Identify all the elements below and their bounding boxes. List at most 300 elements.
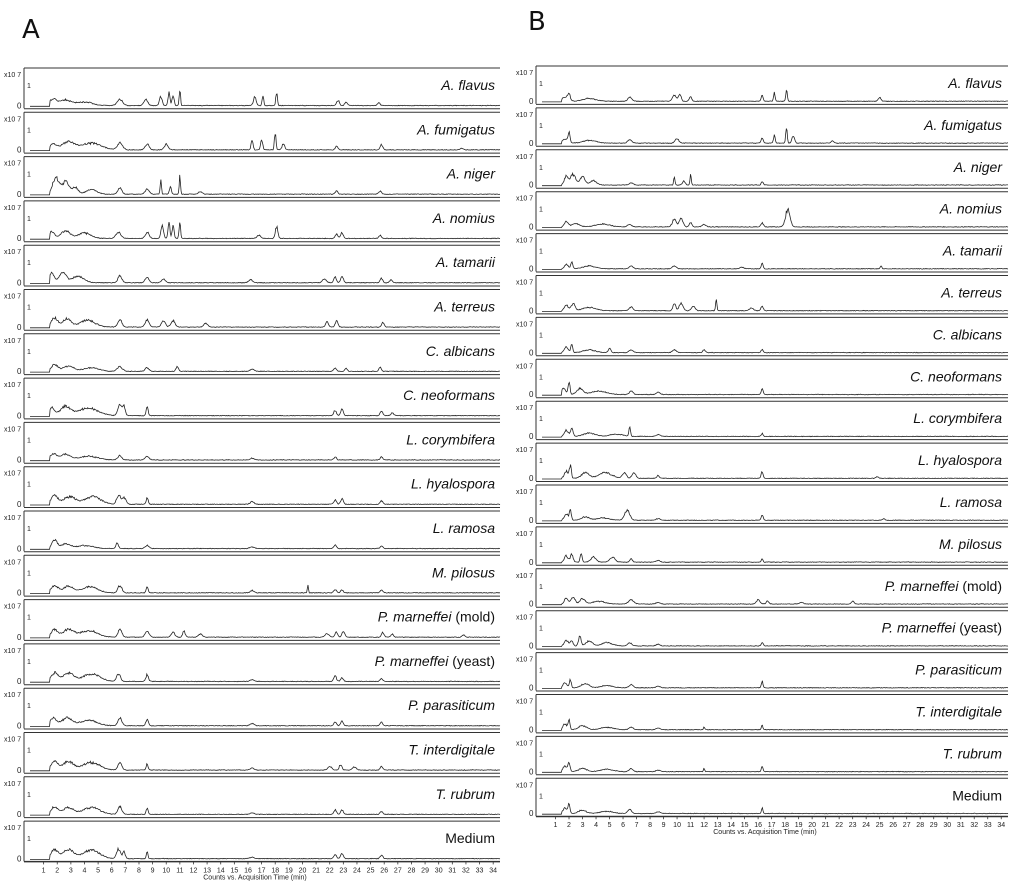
chromatogram-trace <box>30 453 500 460</box>
chromatogram-row <box>4 422 500 464</box>
series-label-italic: L. ramosa <box>432 520 495 536</box>
series-label-italic: A. fumigatus <box>924 116 1002 133</box>
chromatogram-trace <box>542 209 1008 228</box>
series-label <box>403 387 495 403</box>
y-scale-label: x10 7 <box>516 279 534 287</box>
series-label-italic: L. hyalospora <box>410 475 495 492</box>
series-label <box>408 742 495 758</box>
chromatogram-trace <box>30 585 500 594</box>
x-tick-label: 25 <box>875 822 884 830</box>
x-tick-label: 12 <box>189 867 198 875</box>
series-label-italic: P. marneffei <box>881 619 956 636</box>
y-tick-label-1: 1 <box>27 348 31 356</box>
x-tick-label: 33 <box>475 867 484 875</box>
chromatogram-row <box>516 234 1008 274</box>
y-scale-label: x10 7 <box>516 530 534 538</box>
x-tick-label: 19 <box>794 822 803 830</box>
y-scale-label: x10 7 <box>516 111 534 119</box>
y-scale-label: x10 7 <box>516 489 534 496</box>
x-tick-label: 23 <box>339 867 348 875</box>
y-tick-label-1: 1 <box>539 290 543 298</box>
chromatogram-row <box>4 467 500 509</box>
y-tick-label-1: 1 <box>27 437 31 445</box>
chromatogram-trace <box>30 272 500 283</box>
y-tick-label-1: 1 <box>27 481 31 489</box>
chromatogram-row <box>516 317 1008 357</box>
series-label <box>432 210 495 226</box>
chromatogram-row <box>516 108 1008 148</box>
series-label <box>952 787 1002 803</box>
series-label-italic: A. tamarii <box>435 254 495 271</box>
chromatogram-trace <box>30 540 500 550</box>
y-scale-label: x10 7 <box>516 237 534 245</box>
series-label-suffix: Medium <box>952 787 1002 804</box>
x-tick-label: 15 <box>740 822 749 830</box>
panel-b <box>516 7 1008 836</box>
series-label <box>416 121 495 137</box>
series-label <box>406 431 495 447</box>
chromatogram-row <box>516 611 1008 651</box>
x-tick-label: 30 <box>943 822 952 830</box>
y-scale-label: x10 7 <box>4 116 22 124</box>
y-tick-label-1: 1 <box>539 458 543 466</box>
x-tick-label: 14 <box>727 822 735 830</box>
x-tick-label: 27 <box>902 822 911 830</box>
x-tick-label: 11 <box>176 867 184 875</box>
x-tick-label: 29 <box>421 867 429 875</box>
chromatogram-row <box>516 485 1008 525</box>
x-tick-label: 22 <box>835 822 844 830</box>
y-tick-label-1: 1 <box>539 751 543 759</box>
x-tick-label: 23 <box>848 822 857 830</box>
chromatogram-row <box>516 695 1008 735</box>
y-tick-label-1: 1 <box>27 747 31 755</box>
chromatogram-trace <box>542 427 1008 437</box>
series-label <box>947 75 1002 91</box>
y-tick-label-0: 0 <box>529 222 534 232</box>
y-tick-label-1: 1 <box>539 416 543 424</box>
x-tick-label: 31 <box>956 822 965 830</box>
x-tick-label: 2 <box>55 867 60 875</box>
series-label-italic: A. flavus <box>441 77 495 93</box>
y-tick-label-1: 1 <box>27 304 31 312</box>
y-scale-label: x10 7 <box>516 782 534 790</box>
x-tick-label: 15 <box>230 867 239 875</box>
y-tick-label-0: 0 <box>17 411 22 421</box>
y-tick-label-1: 1 <box>27 791 31 799</box>
y-scale-label: x10 7 <box>4 825 22 833</box>
x-tick-label: 25 <box>366 867 375 875</box>
chromatogram-row <box>4 644 500 686</box>
chromatogram-row <box>4 511 500 553</box>
y-tick-label-1: 1 <box>27 127 31 135</box>
series-label-italic: A. terreus <box>941 284 1002 301</box>
x-tick-label: 32 <box>970 822 979 830</box>
x-tick-label: 24 <box>862 822 871 830</box>
series-label <box>939 536 1002 552</box>
chromatogram-row <box>4 157 500 199</box>
y-scale-label: x10 7 <box>4 426 22 434</box>
chromatogram-trace <box>30 672 500 683</box>
series-label <box>885 578 1002 594</box>
y-scale-label: x10 7 <box>516 698 534 706</box>
series-label <box>440 77 495 93</box>
y-scale-label: x10 7 <box>516 572 534 580</box>
chromatogram-trace <box>30 629 500 638</box>
x-tick-label: 12 <box>700 822 708 830</box>
series-label <box>942 243 1003 259</box>
chromatogram-row <box>4 201 500 243</box>
x-tick-label: 5 <box>96 867 101 875</box>
chromatogram-row <box>516 736 1008 776</box>
chromatogram-row <box>516 359 1008 399</box>
series-label-italic: A. flavus <box>948 75 1002 91</box>
x-tick-label: 14 <box>216 867 225 875</box>
y-tick-label-1: 1 <box>539 206 543 214</box>
series-label-suffix: (mold) <box>958 577 1002 594</box>
y-tick-label-1: 1 <box>27 171 31 179</box>
chromatogram-trace <box>30 92 500 107</box>
x-tick-label: 4 <box>82 867 87 875</box>
x-tick-label: 8 <box>648 822 653 830</box>
series-label <box>939 201 1002 217</box>
series-label <box>426 343 495 359</box>
chromatogram-trace <box>542 173 1008 185</box>
y-scale-label: x10 7 <box>516 447 534 455</box>
y-scale-label: x10 7 <box>4 337 22 345</box>
y-tick-label-1: 1 <box>27 703 31 711</box>
x-tick-label: 32 <box>462 867 470 875</box>
series-label-italic: T. rubrum <box>942 745 1002 762</box>
x-tick-label: 2 <box>567 822 571 830</box>
y-tick-label-0: 0 <box>529 96 534 106</box>
x-tick-label: 21 <box>821 822 830 830</box>
y-scale-label: x10 7 <box>4 647 22 655</box>
y-tick-label-0: 0 <box>529 264 534 274</box>
series-label <box>915 662 1002 678</box>
y-tick-label-1: 1 <box>539 667 543 675</box>
chromatogram-trace <box>30 806 500 815</box>
series-label <box>943 745 1003 761</box>
y-tick-label-1: 1 <box>27 614 31 622</box>
x-axis-label: Counts vs. Acquisition Time (min) <box>713 829 817 837</box>
y-tick-label-0: 0 <box>529 138 534 148</box>
x-tick-label: 9 <box>150 867 155 875</box>
x-tick-label: 29 <box>929 822 938 830</box>
chromatogram-trace <box>542 300 1008 312</box>
x-tick-label: 22 <box>325 867 334 875</box>
x-tick-label: 10 <box>673 822 681 830</box>
series-label-italic: L. ramosa <box>939 494 1002 510</box>
chromatogram-trace <box>30 717 500 727</box>
series-label-italic: A. niger <box>446 165 495 182</box>
x-tick-label: 3 <box>68 867 73 875</box>
y-tick-label-0: 0 <box>17 854 22 864</box>
chromatogram-row <box>4 821 500 863</box>
x-tick-label: 31 <box>448 867 457 875</box>
y-scale-label: x10 7 <box>516 405 534 413</box>
y-scale-label: x10 7 <box>4 293 22 301</box>
chromatogram-row <box>516 192 1008 232</box>
y-scale-label: x10 7 <box>4 382 22 390</box>
y-scale-label: x10 7 <box>516 70 534 77</box>
y-tick-label-1: 1 <box>539 332 543 340</box>
x-tick-label: 24 <box>353 867 361 875</box>
y-tick-label-0: 0 <box>529 390 534 400</box>
x-tick-label: 5 <box>607 822 612 830</box>
y-tick-label-0: 0 <box>529 180 534 190</box>
chromatogram-trace <box>542 679 1008 688</box>
y-tick-label-0: 0 <box>529 515 534 525</box>
chromatogram-trace <box>30 364 500 372</box>
series-label-suffix: (mold) <box>451 608 495 625</box>
chromatogram-trace <box>542 804 1008 815</box>
x-tick-label: 26 <box>380 867 389 875</box>
chromatogram-row <box>4 688 500 730</box>
x-tick-label: 7 <box>123 867 128 875</box>
series-label-italic: A. niger <box>953 158 1002 175</box>
series-label-italic: M. pilosus <box>938 535 1002 552</box>
series-label-italic: P. marneffei <box>377 608 452 625</box>
series-label-italic: M. pilosus <box>431 564 495 581</box>
x-tick-label: 4 <box>594 822 598 830</box>
series-label <box>446 166 497 182</box>
chromatogram-trace <box>30 175 500 195</box>
series-label <box>408 697 495 713</box>
x-tick-label: 20 <box>808 822 817 830</box>
series-label-suffix: Medium <box>445 830 495 847</box>
chromatogram-row <box>516 653 1008 693</box>
chromatogram-row <box>516 778 1008 818</box>
y-tick-label-0: 0 <box>17 278 22 288</box>
y-tick-label-0: 0 <box>529 557 534 567</box>
y-tick-label-0: 0 <box>17 234 22 244</box>
chromatogram-row <box>4 600 500 642</box>
y-tick-label-0: 0 <box>17 189 22 199</box>
chromatogram-row <box>516 66 1008 106</box>
x-tick-label: 13 <box>203 867 211 875</box>
y-tick-label-1: 1 <box>27 83 31 90</box>
series-label-italic: C. neoformans <box>403 387 495 404</box>
y-scale-label: x10 7 <box>4 603 22 611</box>
y-tick-label-0: 0 <box>529 474 534 483</box>
series-label-italic: L. corymbifera <box>913 410 1002 427</box>
y-tick-label-0: 0 <box>529 432 534 442</box>
series-label-italic: T. interdigitale <box>915 703 1002 720</box>
y-tick-label-1: 1 <box>27 526 31 533</box>
series-label-italic: C. albicans <box>425 342 495 359</box>
x-tick-label: 30 <box>434 867 443 875</box>
y-scale-label: x10 7 <box>516 656 534 664</box>
series-label-italic: P. parasiticum <box>915 661 1002 678</box>
series-label <box>433 520 495 536</box>
y-tick-label-0: 0 <box>17 145 22 155</box>
y-tick-label-0: 0 <box>529 767 534 777</box>
y-tick-label-0: 0 <box>17 500 22 509</box>
chromatogram-trace <box>542 597 1008 604</box>
series-label <box>923 117 1002 133</box>
x-tick-label: 6 <box>621 822 625 830</box>
series-label <box>915 704 1002 720</box>
y-scale-label: x10 7 <box>516 195 534 203</box>
series-label <box>432 564 495 580</box>
series-label-italic: A. nomius <box>939 200 1002 217</box>
series-label-italic: C. neoformans <box>910 368 1002 385</box>
x-tick-label: 18 <box>271 867 280 875</box>
chromatogram-row <box>516 401 1008 441</box>
chromatogram-row <box>4 334 500 376</box>
series-label-italic: A. tamarii <box>942 242 1002 259</box>
x-tick-label: 13 <box>713 822 722 830</box>
series-label <box>918 452 1002 468</box>
series-label-italic: P. parasiticum <box>408 697 495 714</box>
y-scale-label: x10 7 <box>516 614 534 622</box>
chromatogram-row <box>516 443 1008 483</box>
y-scale-label: x10 7 <box>4 780 22 788</box>
chromatogram-trace <box>542 383 1008 396</box>
x-tick-label: 33 <box>983 822 992 830</box>
y-tick-label-1: 1 <box>539 500 543 507</box>
y-tick-label-0: 0 <box>529 809 534 819</box>
series-label <box>953 159 1004 175</box>
y-tick-label-0: 0 <box>17 677 22 687</box>
x-tick-label: 21 <box>312 867 320 875</box>
series-label <box>436 786 496 802</box>
series-label-italic: L. hyalospora <box>917 452 1002 469</box>
y-tick-label-1: 1 <box>539 793 543 801</box>
y-scale-label: x10 7 <box>516 740 534 748</box>
y-tick-label-1: 1 <box>539 625 543 633</box>
x-tick-label: 27 <box>393 867 402 875</box>
y-scale-label: x10 7 <box>4 692 22 700</box>
y-tick-label-1: 1 <box>539 81 543 88</box>
x-tick-label: 18 <box>781 822 790 830</box>
y-tick-label-0: 0 <box>17 721 22 731</box>
chromatogram-row <box>516 150 1008 190</box>
chromatogram-row <box>516 276 1008 316</box>
y-scale-label: x10 7 <box>4 204 22 212</box>
y-scale-label: x10 7 <box>4 160 22 168</box>
series-label <box>411 476 495 492</box>
series-label-italic: P. marneffei <box>374 652 449 669</box>
x-tick-label: 8 <box>137 867 141 875</box>
y-tick-label-1: 1 <box>27 658 31 666</box>
chromatogram-row <box>4 112 500 154</box>
series-label-suffix: (yeast) <box>955 619 1002 636</box>
y-scale-label: x10 7 <box>4 249 22 257</box>
y-tick-label-0: 0 <box>529 725 534 735</box>
x-tick-label: 1 <box>41 867 46 875</box>
x-tick-label: 11 <box>686 822 695 830</box>
series-label <box>378 609 495 625</box>
y-scale-label: x10 7 <box>4 470 22 478</box>
y-tick-label-1: 1 <box>27 260 31 268</box>
y-tick-label-0: 0 <box>17 367 22 377</box>
x-tick-label: 3 <box>580 822 585 830</box>
y-tick-label-0: 0 <box>17 544 22 554</box>
y-tick-label-1: 1 <box>539 541 543 549</box>
chromatogram-trace <box>30 404 500 416</box>
x-tick-label: 10 <box>162 867 171 875</box>
chromatogram-row <box>4 733 500 775</box>
chromatogram-trace <box>542 262 1008 270</box>
y-tick-label-0: 0 <box>529 306 534 316</box>
series-label <box>433 299 495 315</box>
x-tick-label: 34 <box>997 822 1006 830</box>
y-tick-label-0: 0 <box>17 588 22 598</box>
chromatogram-row <box>4 777 500 819</box>
panel-label: A <box>22 15 40 45</box>
y-tick-label-0: 0 <box>17 632 22 642</box>
chromatogram-row <box>4 555 500 597</box>
y-scale-label: x10 7 <box>4 72 22 79</box>
y-tick-label-1: 1 <box>27 836 31 844</box>
y-scale-label: x10 7 <box>516 321 534 329</box>
chromatogram-trace <box>542 554 1008 563</box>
chromatogram-trace <box>30 495 500 505</box>
y-tick-label-1: 1 <box>539 122 543 130</box>
series-label <box>445 830 495 846</box>
chromatogram-row <box>4 245 500 287</box>
chromatogram-trace <box>542 510 1008 521</box>
series-label-italic: T. interdigitale <box>408 741 495 758</box>
x-tick-label: 34 <box>489 867 498 875</box>
chromatogram-trace <box>542 636 1008 646</box>
y-tick-label-0: 0 <box>17 455 22 465</box>
chromatogram-trace <box>542 762 1008 772</box>
series-label-italic: L. corymbifera <box>406 431 495 448</box>
y-tick-label-0: 0 <box>17 810 22 820</box>
y-tick-label-1: 1 <box>27 393 31 401</box>
y-scale-label: x10 7 <box>516 153 534 161</box>
chromatogram-trace <box>30 222 500 239</box>
y-scale-label: x10 7 <box>4 736 22 744</box>
y-tick-label-1: 1 <box>539 583 543 591</box>
x-tick-label: 17 <box>257 867 266 875</box>
x-tick-label: 28 <box>407 867 416 875</box>
series-label-italic: T. rubrum <box>435 785 495 802</box>
x-tick-label: 16 <box>244 867 252 875</box>
series-label-italic: A. terreus <box>434 298 495 315</box>
series-label-italic: P. marneffei <box>884 577 959 594</box>
chromatogram-row <box>516 527 1008 567</box>
y-scale-label: x10 7 <box>516 363 534 371</box>
series-label <box>913 410 1002 426</box>
y-tick-label-0: 0 <box>529 599 534 609</box>
series-label-italic: A. nomius <box>432 209 495 226</box>
series-label <box>940 285 1002 301</box>
y-tick-label-0: 0 <box>17 322 22 332</box>
chromatogram-trace <box>30 761 500 771</box>
y-tick-label-0: 0 <box>17 101 22 111</box>
chromatogram-row <box>516 569 1008 609</box>
series-label-italic: C. albicans <box>932 326 1002 343</box>
series-label <box>375 653 495 669</box>
y-tick-label-0: 0 <box>529 641 534 651</box>
series-label-italic: A. fumigatus <box>417 121 495 138</box>
chromatogram-trace <box>542 719 1008 730</box>
series-label-suffix: (yeast) <box>448 652 495 669</box>
chromatogram-trace <box>30 317 500 328</box>
y-tick-label-1: 1 <box>539 164 543 172</box>
y-scale-label: x10 7 <box>4 515 22 522</box>
y-tick-label-1: 1 <box>27 570 31 578</box>
y-scale-label: x10 7 <box>4 559 22 567</box>
chromatogram-trace <box>30 848 500 859</box>
chromatogram-row <box>4 68 500 110</box>
y-tick-label-1: 1 <box>27 215 31 223</box>
x-tick-label: 16 <box>754 822 763 830</box>
